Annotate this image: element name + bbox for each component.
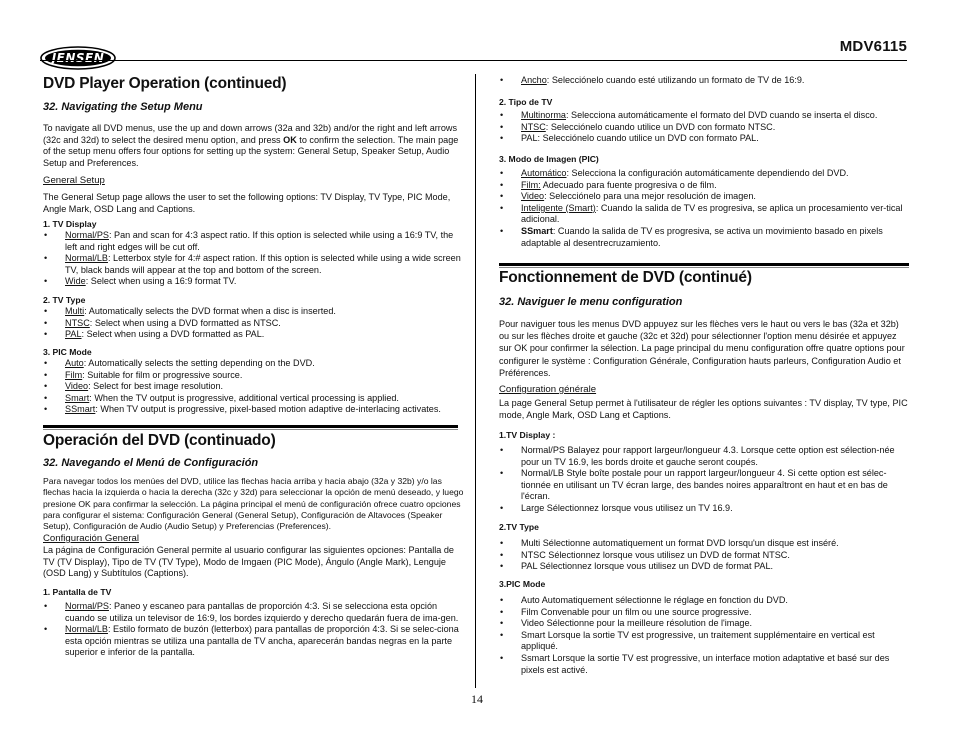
tv-type-heading-es: 2. Tipo de TV	[499, 97, 553, 107]
tv-display-list-es	[43, 601, 464, 659]
pic-mode-heading-en: 3. PIC Mode	[43, 347, 92, 357]
list-item: • Normal/PS: Pan and scan for 4:3 aspect ratio. If this option is selected while using a 16:9 TV, the left and right edges will be cut off.	[43, 230, 464, 253]
general-setup-desc-en: The General Setup page allows the user to set the following options: TV Display, TV Type, PIC Mode, Angle Mark, OSD Lang and Captions.	[43, 192, 451, 214]
list-item: • Auto: Automatically selects the setting depending on the DVD.	[43, 358, 441, 370]
list-item: • Film: Suitable for film or progressive source.	[43, 370, 441, 382]
intro-es: Para navegar todos los menúes del DVD, utilice las flechas hacia arriba y hacia abajo (32a y 32b) y/o las flechas hacia la izquierda o hacia la derecha (32c y 32d) para seleccionar la opción de menú deseado, y luego presione OK para confirmar la selección. La página principal el menú de configuración ofrece cuatro opciones para configurar el sistema: Configuración General (General Setup), Configuración de Altavoces (Speaker Setup), Configuración de Audio (Audio Setup) y Preferencias (Preferences).	[43, 476, 464, 532]
tv-display-list-fr	[499, 445, 909, 515]
intro-en-part1: To navigate all DVD menus, use the up and down arrows (32a and 32b) and/or the right and left arrows (32c and 32d) to select the desired menu option, and press	[43, 123, 458, 145]
general-setup-heading-en: General Setup	[43, 175, 105, 186]
jensen-logo	[40, 46, 116, 70]
list-item: • Large Sélectionnez lorsque vous utilisez un TV 16.9.	[499, 503, 909, 515]
list-item: • Film Convenable pour un film ou une source progressive.	[499, 607, 909, 619]
section-subtitle-es: 32. Navegando el Menú de Configuración	[43, 457, 259, 469]
pic-mode-heading-fr: 3.PIC Mode	[499, 579, 546, 589]
list-item: • Film: Adecuado para fuente progresiva o de film.	[499, 180, 909, 192]
page-number: 14	[471, 692, 483, 706]
section-subtitle-fr: 32. Naviguer le menu configuration	[499, 296, 683, 308]
list-item: • Video: Selecciónelo para una mejor resolución de imagen.	[499, 191, 909, 203]
tv-display-heading-es: 1. Pantalla de TV	[43, 587, 112, 597]
tv-display-heading-en: 1. TV Display	[43, 219, 97, 229]
ancho-list-es	[499, 75, 804, 87]
pic-mode-list-es	[499, 168, 909, 249]
section-title-en: DVD Player Operation (continued)	[43, 75, 287, 92]
list-item: • Multi Sélectionne automatiquement un format DVD lorsqu'un disque est inséré.	[499, 538, 839, 550]
tv-display-heading-fr: 1.TV Display :	[499, 430, 556, 440]
list-item: • SSmart: Cuando la salida de TV es progresiva, se activa un movimiento basado en pixels adaptable al desentrecruzamiento.	[499, 226, 909, 249]
list-item: • Normal/PS Balayez pour rapport largeur/longueur 4.3. Lorsque cette option est sélection-née pour un TV 16.9, les bords droite et gauche seront coupés.	[499, 445, 909, 468]
pic-mode-list-fr	[499, 595, 909, 676]
section-title-es: Operación del DVD (continuado)	[43, 432, 276, 449]
tv-display-list-en	[43, 230, 464, 288]
tv-type-list-en	[43, 306, 336, 341]
list-item: • NTSC Sélectionnez lorsque vous utilisez un DVD de format NTSC.	[499, 550, 839, 562]
model-number: MDV6115	[839, 38, 907, 55]
section-separator	[499, 263, 909, 266]
general-setup-heading-fr: Configuration générale	[499, 384, 597, 395]
list-item: • Smart Lorsque la sortie TV est progressive, un traitement supplémentaire en vertical est appliqué.	[499, 630, 909, 653]
intro-fr: Pour naviguer tous les menus DVD appuyez sur les flèches vers le haut ou vers le bas (32a et 32b) ou sur les flèches droite et gauche (32c et 32d) pour sélectionner l'option menu désirée et appuyez sur OK pour confirmer la sélection. La page principal du menu configuration offre quatre options pour configurer le système : Configuration Générale, Configuration hauts parleurs, Configuration Audio et Préférences.	[499, 319, 905, 378]
list-item: • Normal/LB: Letterbox style for 4:# aspect ration. If this option is selected while using a wide screen TV, black bands will appear at the top and bottom of the screen.	[43, 253, 464, 276]
list-item: • SSmart: When TV output is progressive, pixel-based motion adaptive de-interlacing activates.	[43, 404, 441, 416]
section-subtitle-en: 32. Navigating the Setup Menu	[43, 101, 203, 113]
list-item: • Multi: Automatically selects the DVD format when a disc is inserted.	[43, 306, 336, 318]
list-item: • Inteligente (Smart): Cuando la salida de TV es progresiva, se aplica un procesamiento ver-tical adicional.	[499, 203, 909, 226]
ok-key-label: OK	[283, 134, 297, 145]
list-item: • PAL: Selecciónelo cuando utilice un DVD con formato PAL.	[499, 133, 877, 145]
column-divider	[475, 74, 476, 688]
list-item: • Normal/PS: Paneo y escaneo para pantallas de proporción 4:3. Si se selecciona esta opción cuando se utiliza un televisor de 16:9, los bordes izquierdo y derecho quedarán fuera de ima-gen.	[43, 601, 464, 624]
general-setup-heading-es: Configuración General	[43, 533, 139, 544]
pic-mode-heading-es: 3. Modo de Imagen (PIC)	[499, 154, 599, 164]
general-setup-desc-fr: La page General Setup permet à l'utilisateur de régler les options suivantes : TV display, TV type, PIC mode, Angle Mark, OSD Lang et Captions.	[499, 398, 908, 421]
tv-type-heading-fr: 2.TV Type	[499, 522, 539, 532]
general-setup-desc-es: La página de Configuración General permite al usuario configurar las siguientes opciones: Pantalla de TV (TV Display), Tipo de TV (TV Type), Modo de Imgaen (PIC Mode), Ángulo (Angle Mark), Lenguje (OSD Lang) y Subtítulos (Captions).	[43, 545, 454, 579]
intro-en	[43, 123, 464, 169]
list-item: • Wide: Select when using a 16:9 format TV.	[43, 276, 464, 288]
list-item: • Ssmart Lorsque la sortie TV est progressive, un interface motion adaptative et basé sur des pixels est activé.	[499, 653, 909, 676]
intro-en-part2: to confirm the selection. The main page of the setup menu offers four options for setting up the system: General Setup, Speaker Setup, Audio Setup and Preferences.	[43, 134, 459, 168]
list-item: • NTSC: Selecciónelo cuando utilice un DVD con formato NTSC.	[499, 122, 877, 134]
pic-mode-list-en	[43, 358, 441, 416]
section-separator	[43, 425, 458, 428]
list-item: • Normal/LB Style boîte postale pour un rapport largeur/longueur 4. Si cette option est sélec-tionnée en utilisant un TV écran large, des bandes noires apparaîtront en haut et en bas de l'écran.	[499, 468, 909, 503]
list-item: • Video: Select for best image resolution.	[43, 381, 441, 393]
list-item: • PAL: Select when using a DVD formatted as PAL.	[43, 329, 336, 341]
list-item: • Automático: Selecciona la configuración automáticamente dependiendo del DVD.	[499, 168, 909, 180]
list-item: • Auto Automatiquement sélectionne le réglage en fonction du DVD.	[499, 595, 909, 607]
tv-type-heading-en: 2. TV Type	[43, 295, 86, 305]
tv-type-list-es	[499, 110, 877, 145]
list-item: • PAL Sélectionnez lorsque vous utilisez un DVD de format PAL.	[499, 561, 839, 573]
list-item: • Smart: When the TV output is progressive, additional vertical processing is applied.	[43, 393, 441, 405]
list-item: • Normal/LB: Estilo formato de buzón (letterbox) para pantallas de proporción 4:3. Si se selec-ciona esta opción mientras se utiliza una pantalla de TV ancha, aparecerán bandas negras en la parte superior e inferior de la pantalla.	[43, 624, 464, 659]
section-title-fr: Fonctionnement de DVD (continué)	[499, 269, 752, 286]
tv-type-list-fr	[499, 538, 839, 573]
header-rule	[40, 60, 907, 61]
list-item: • NTSC: Select when using a DVD formatted as NTSC.	[43, 318, 336, 330]
list-item: • Ancho: Selecciónelo cuando esté utilizando un formato de TV de 16:9.	[499, 75, 804, 87]
list-item: • Multinorma: Selecciona automáticamente el formato del DVD cuando se inserta el disco.	[499, 110, 877, 122]
list-item: • Video Sélectionne pour la meilleure résolution de l'image.	[499, 618, 909, 630]
svg-text:JENSEN: JENSEN	[51, 51, 105, 66]
